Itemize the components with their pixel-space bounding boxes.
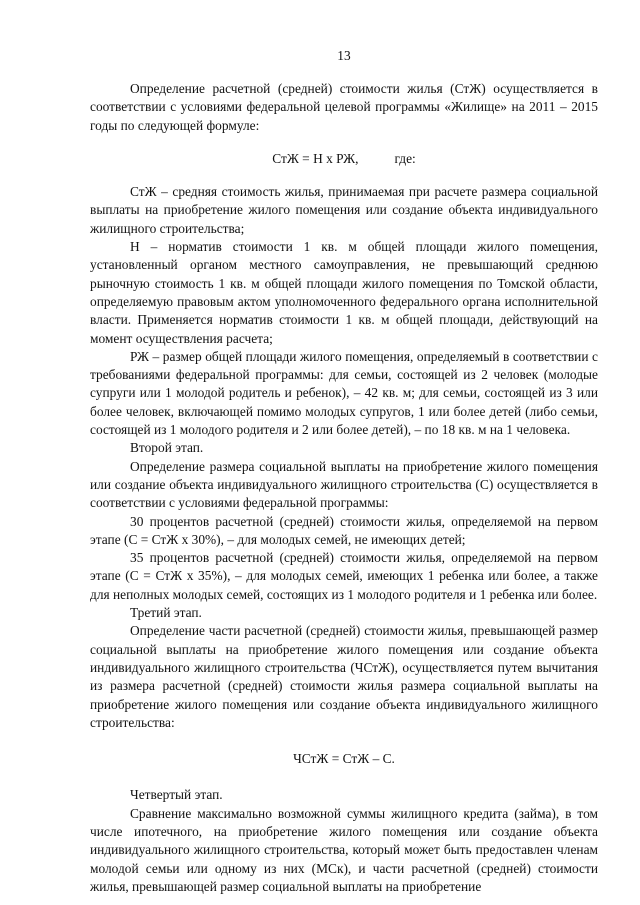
paragraph-thirty-percent: 30 процентов расчетной (средней) стоимости жилья, определяемой на первом этапе (С = СтЖ х 30%), – для молодых семей, не имеющих детей; bbox=[90, 513, 598, 547]
page-number: 13 bbox=[337, 48, 351, 63]
paragraph-cost-definition: Определение расчетной (средней) стоимости жилья (СтЖ) осуществляется в соответствии с условиями федеральной целевой программы «Жилище» на 2011 – 2015 годы по следующей формуле: bbox=[90, 81, 598, 133]
paragraph-thirty-five-percent: 35 процентов расчетной (средней) стоимости жилья, определяемой на первом этапе (С = СтЖ х 35%), – для молодых семей, имеющих 1 ребенка или более, а также для неполных молодых семей, состоящих из 1 молодого родителя и 1 ребенка или более. bbox=[90, 550, 598, 602]
paragraph-stage-two: Определение размера социальной выплаты на приобретение жилого помещения или создание объекта индивидуального жилищного строительства (С) осуществляется в соответствии с условиями федеральной программы: bbox=[90, 458, 598, 511]
heading-stage-three: Третий этап. bbox=[130, 605, 202, 621]
paragraph-stage-four: Сравнение максимально возможной суммы жилищного кредита (займа), в том числе ипотечного, на приобретение жилого помещения или создание объекта индивидуального жилищного строительства, который может быть предоставлен членам молодой семьи или одному из них (МСк), и части расчетной (средней) стоимости жилья, превышающей размер социальной выплаты на приобретение bbox=[90, 805, 598, 894]
paragraph-n-definition: Н – норматив стоимости 1 кв. м общей площади жилого помещения, установленный органом местного самоуправления, не превышающий среднюю рыночную стоимость 1 кв. м общей площади жилого помещения по Томской области, определяемую правовым актом уполномоченного федерального органа исполнительной власти. Применяется норматив стоимости 1 кв. м общей площади, действующий на момент осуществления расчета; bbox=[90, 239, 598, 346]
heading-stage-two: Второй этап. bbox=[130, 440, 204, 456]
formula-cost-where: где: bbox=[394, 150, 416, 166]
formula-remainder: ЧСтЖ = СтЖ – С. bbox=[293, 751, 395, 767]
heading-stage-four: Четвертый этап. bbox=[130, 787, 223, 803]
paragraph-rzh-definition: РЖ – размер общей площади жилого помещения, определяемый в соответствии с требованиями федеральной программы: для семьи, состоящей из 2 человек (молодые супруги или 1 молодой родитель и ребенок), – 42 кв. м; для семьи, состоящей из 3 или более человек, включающей помимо молодых супругов, 1 или более детей (либо семьи, состоящей из 1 молодого родителя и 2 или более детей), – по 18 кв. м на 1 человека. bbox=[90, 348, 598, 438]
formula-cost-expression: СтЖ = Н х РЖ, bbox=[272, 150, 359, 166]
formula-cost bbox=[90, 150, 598, 168]
paragraph-stzh-definition: СтЖ – средняя стоимость жилья, принимаемая при расчете размера социальной выплаты на приобретение жилого помещения или создание объекта индивидуального жилищного строительства; bbox=[90, 184, 598, 236]
paragraph-stage-three: Определение части расчетной (средней) стоимости жилья, превышающей размер социальной выплаты на приобретение жилого помещения или создание объекта индивидуального жилищного строительства (ЧСтЖ), осуществляется путем вычитания из размера расчетной (средней) стоимости жилья размера социальной выплаты на приобретение жилого помещения или создание объекта индивидуального жилищного строительства: bbox=[90, 623, 598, 730]
